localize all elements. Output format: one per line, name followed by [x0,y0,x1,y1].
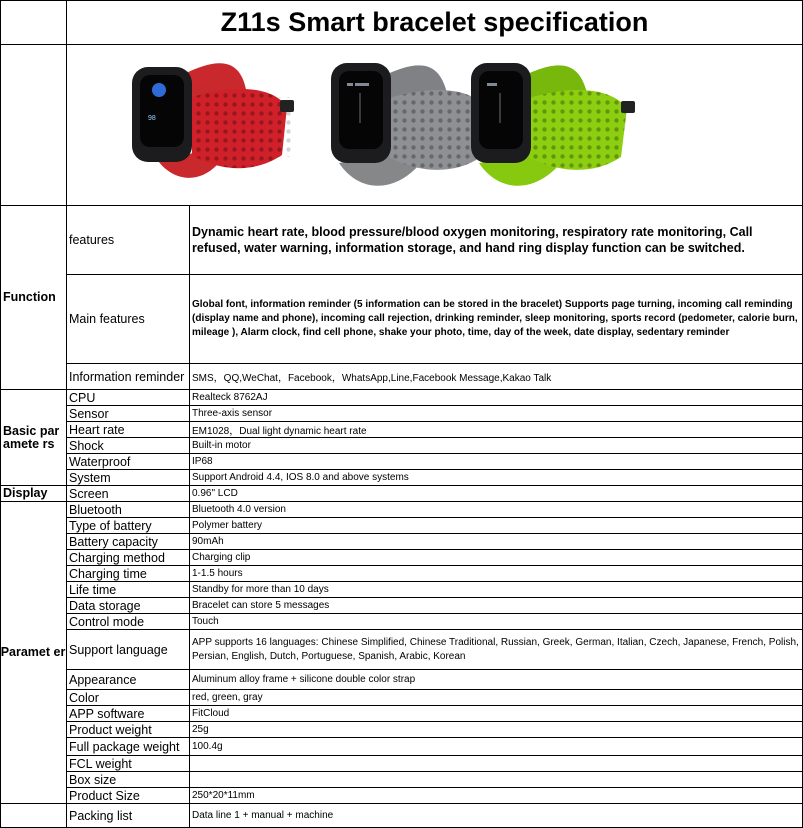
row-label-color: Color [69,690,99,705]
row-value-features: Dynamic heart rate, blood pressure/blood oxygen monitoring, respiratory rate monitoring, Call refused, water warning, information storage, and hand ring display function can be switched. [192,225,753,255]
row-value-type-of-battery: Polymer battery [192,520,263,531]
row-value-box-size [191,772,802,787]
row-label-packing-list: Packing list [69,808,133,823]
bracelet-image-green [471,63,635,186]
page-title: Z11s Smart bracelet specification [220,7,649,37]
row-label-features: features [69,233,115,247]
row-value-color: red, green, gray [192,692,263,703]
row-value-heart-rate: EM1028，Dual light dynamic heart rate [192,426,367,437]
row-label-screen: Screen [69,486,109,501]
row-label-battery-capacity: Battery capacity [69,534,158,549]
row-label-life-time: Life time [69,582,117,597]
row-label-support-language: Support language [69,642,168,657]
row-value-appearance: Aluminum alloy frame + silicone double color strap [192,674,416,685]
row-value-support-language: APP supports 16 languages: Chinese Simplified, Chinese Traditional, Russian, Greek, German, Italian, Czech, Japanese, French, Polish, Persian, English, Dutch, Portuguese, Spanish, Arabic, Korean [192,636,799,662]
row-value-data-storage: Bracelet can store 5 messages [192,600,330,611]
row-value-sensor: Three-axis sensor [192,408,273,419]
row-value-waterproof: IP68 [192,456,213,467]
row-label-cpu: CPU [69,390,96,405]
product-images [67,45,802,205]
row-label-heart-rate: Heart rate [69,422,125,437]
row-value-life-time: Standby for more than 10 days [192,584,329,595]
row-label-data-storage: Data storage [69,598,141,613]
row-label-control-mode: Control mode [69,614,145,629]
row-value-information-reminder: SMS，QQ,WeChat，Facebook，WhatsApp,Line,Facebook Message,Kakao Talk [192,373,552,384]
bracelet-image-red [132,63,294,178]
row-label-type-of-battery: Type of battery [69,518,152,533]
row-value-packing-list: Data line 1 + manual + machine [192,810,334,821]
row-label-appearance: Appearance [69,672,137,687]
row-value-control-mode: Touch [192,616,219,627]
screen-readout: 98 [148,115,156,122]
row-value-app-software: FitCloud [192,708,230,719]
row-value-product-size: 250*20*11mm [192,790,255,801]
row-value-charging-time: 1-1.5 hours [192,568,243,579]
group-parameter: Paramet er [0,645,66,659]
row-label-charging-method: Charging method [69,550,165,565]
row-label-product-weight: Product weight [69,722,152,737]
row-label-system: System [69,470,111,485]
row-label-charging-time: Charging time [69,566,147,581]
bracelet-image-gray [331,63,495,186]
row-value-cpu: Realteck 8762AJ [192,392,268,403]
row-label-sensor: Sensor [69,406,109,421]
row-label-full-package-weight: Full package weight [69,739,180,754]
row-value-battery-capacity: 90mAh [192,536,224,547]
group-function: Function [3,290,56,304]
group-basic-parameters: Basic paramete rs [3,423,60,451]
row-value-full-package-weight: 100.4g [192,741,223,752]
row-value-system: Support Android 4.4, IOS 8.0 and above systems [192,472,409,483]
row-label-box-size: Box size [69,772,117,787]
group-display: Display [3,486,48,500]
row-value-shock: Built-in motor [192,440,251,451]
row-label-product-size: Product Size [69,788,140,803]
row-label-app-software: APP software [69,706,145,721]
row-value-screen: 0.96" LCD [192,488,238,499]
row-value-bluetooth: Bluetooth 4.0 version [192,504,286,515]
row-value-main-features: Global font, information reminder (5 information can be stored in the bracelet) Supports page turning, incoming call reminding (display name and phone), incoming call rejection, drinking reminder, sleep monitoring, sports record (pedometer, calorie burn, mileage ), Alarm clock, find cell phone, shake your photo, time, day of the week, date display, sedentary reminder [192,299,798,338]
row-value-charging-method: Charging clip [192,552,251,563]
row-value-product-weight: 25g [192,724,209,735]
row-label-main-features: Main features [69,312,145,326]
row-label-information-reminder: Information reminder [69,369,185,384]
row-label-fcl-weight: FCL weight [69,756,132,771]
row-label-shock: Shock [69,438,104,453]
row-label-bluetooth: Bluetooth [69,502,122,517]
row-label-waterproof: Waterproof [69,454,131,469]
row-value-fcl-weight [191,756,802,771]
